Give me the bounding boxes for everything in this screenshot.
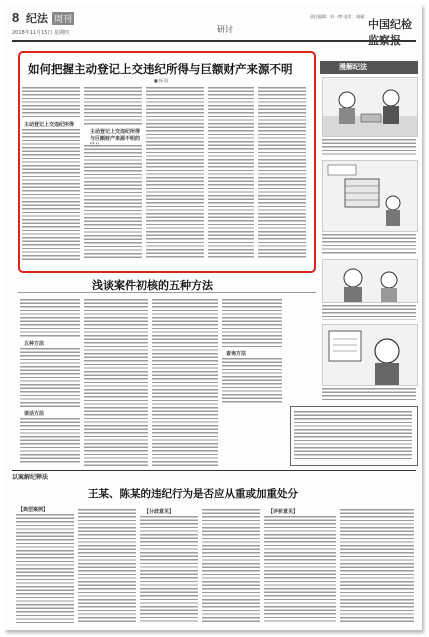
article3-section-label: 以案解纪释法 xyxy=(12,474,49,481)
article1-subhead-2: 主动登记上交违纪所得与巨额财产来源不明的 xyxy=(90,129,141,142)
article3-text-block xyxy=(140,515,198,623)
article1-title: 如何把握主动登记上交违纪所得与巨额财产来源不明 xyxy=(28,62,293,76)
section-rule xyxy=(12,470,416,476)
article3-text-block xyxy=(78,508,136,623)
cartoon-3-caption xyxy=(322,304,416,320)
article3-title: 王某、陈某的违纪行为是否应从重或加重处分 xyxy=(88,488,298,500)
article2-text-block xyxy=(152,298,218,466)
article2-text-block xyxy=(20,298,80,338)
article3-text-block xyxy=(202,508,260,623)
issue-date: 2018年11月15日 星期四 xyxy=(12,30,70,36)
newspaper-page xyxy=(4,4,422,630)
article1-subhead-1: 主动登记上交违纪所得 xyxy=(24,122,75,128)
cartoon-2-caption xyxy=(322,233,416,255)
article3-subhead-1: 【典型案例】 xyxy=(18,507,49,513)
cartoon-1 xyxy=(322,77,418,137)
sidebar-label: 漫解纪法 xyxy=(339,63,367,71)
article3-text-block xyxy=(264,515,336,623)
weekly-badge: 周刊 xyxy=(52,12,74,25)
article2-text-block xyxy=(84,298,148,466)
article2-subhead-2: 谈话方法 xyxy=(24,411,45,417)
cartoon-3 xyxy=(322,259,418,303)
article3-subhead-2: 【分歧意见】 xyxy=(144,509,175,515)
article2-subhead-3: 查询方法 xyxy=(226,351,247,357)
column-name: 研讨 xyxy=(217,25,233,34)
editor-info: 责任编辑：刘一博 电话： 邮箱： xyxy=(310,14,369,19)
cartoon-2 xyxy=(322,160,418,232)
masthead: 中国纪检监察报 xyxy=(368,18,412,47)
cartoon-4-caption xyxy=(322,387,416,401)
cartoon-4 xyxy=(322,324,418,386)
article3-text-block xyxy=(16,513,74,623)
article2-text-block xyxy=(20,347,80,407)
article3-subhead-3: 【评析意见】 xyxy=(268,509,299,515)
article1-byline: ■ 杨 阳 xyxy=(154,78,169,83)
article2-text-block xyxy=(222,357,282,405)
divider xyxy=(18,292,316,293)
notice-text xyxy=(294,410,412,460)
page-number: 8 xyxy=(12,10,20,25)
page-header xyxy=(12,10,416,47)
article2-title: 浅谈案件初核的五种方法 xyxy=(92,279,213,292)
article1-highlight-frame xyxy=(18,51,316,273)
article3-text-block xyxy=(340,508,414,623)
article2-text-block xyxy=(222,298,282,348)
section-name: 纪法 xyxy=(26,12,48,25)
article2-subhead-1: 五种方法 xyxy=(24,341,45,347)
cartoon-1-caption xyxy=(322,138,416,156)
article2-text-block xyxy=(20,417,80,465)
sidebar-header-bar xyxy=(320,61,418,74)
